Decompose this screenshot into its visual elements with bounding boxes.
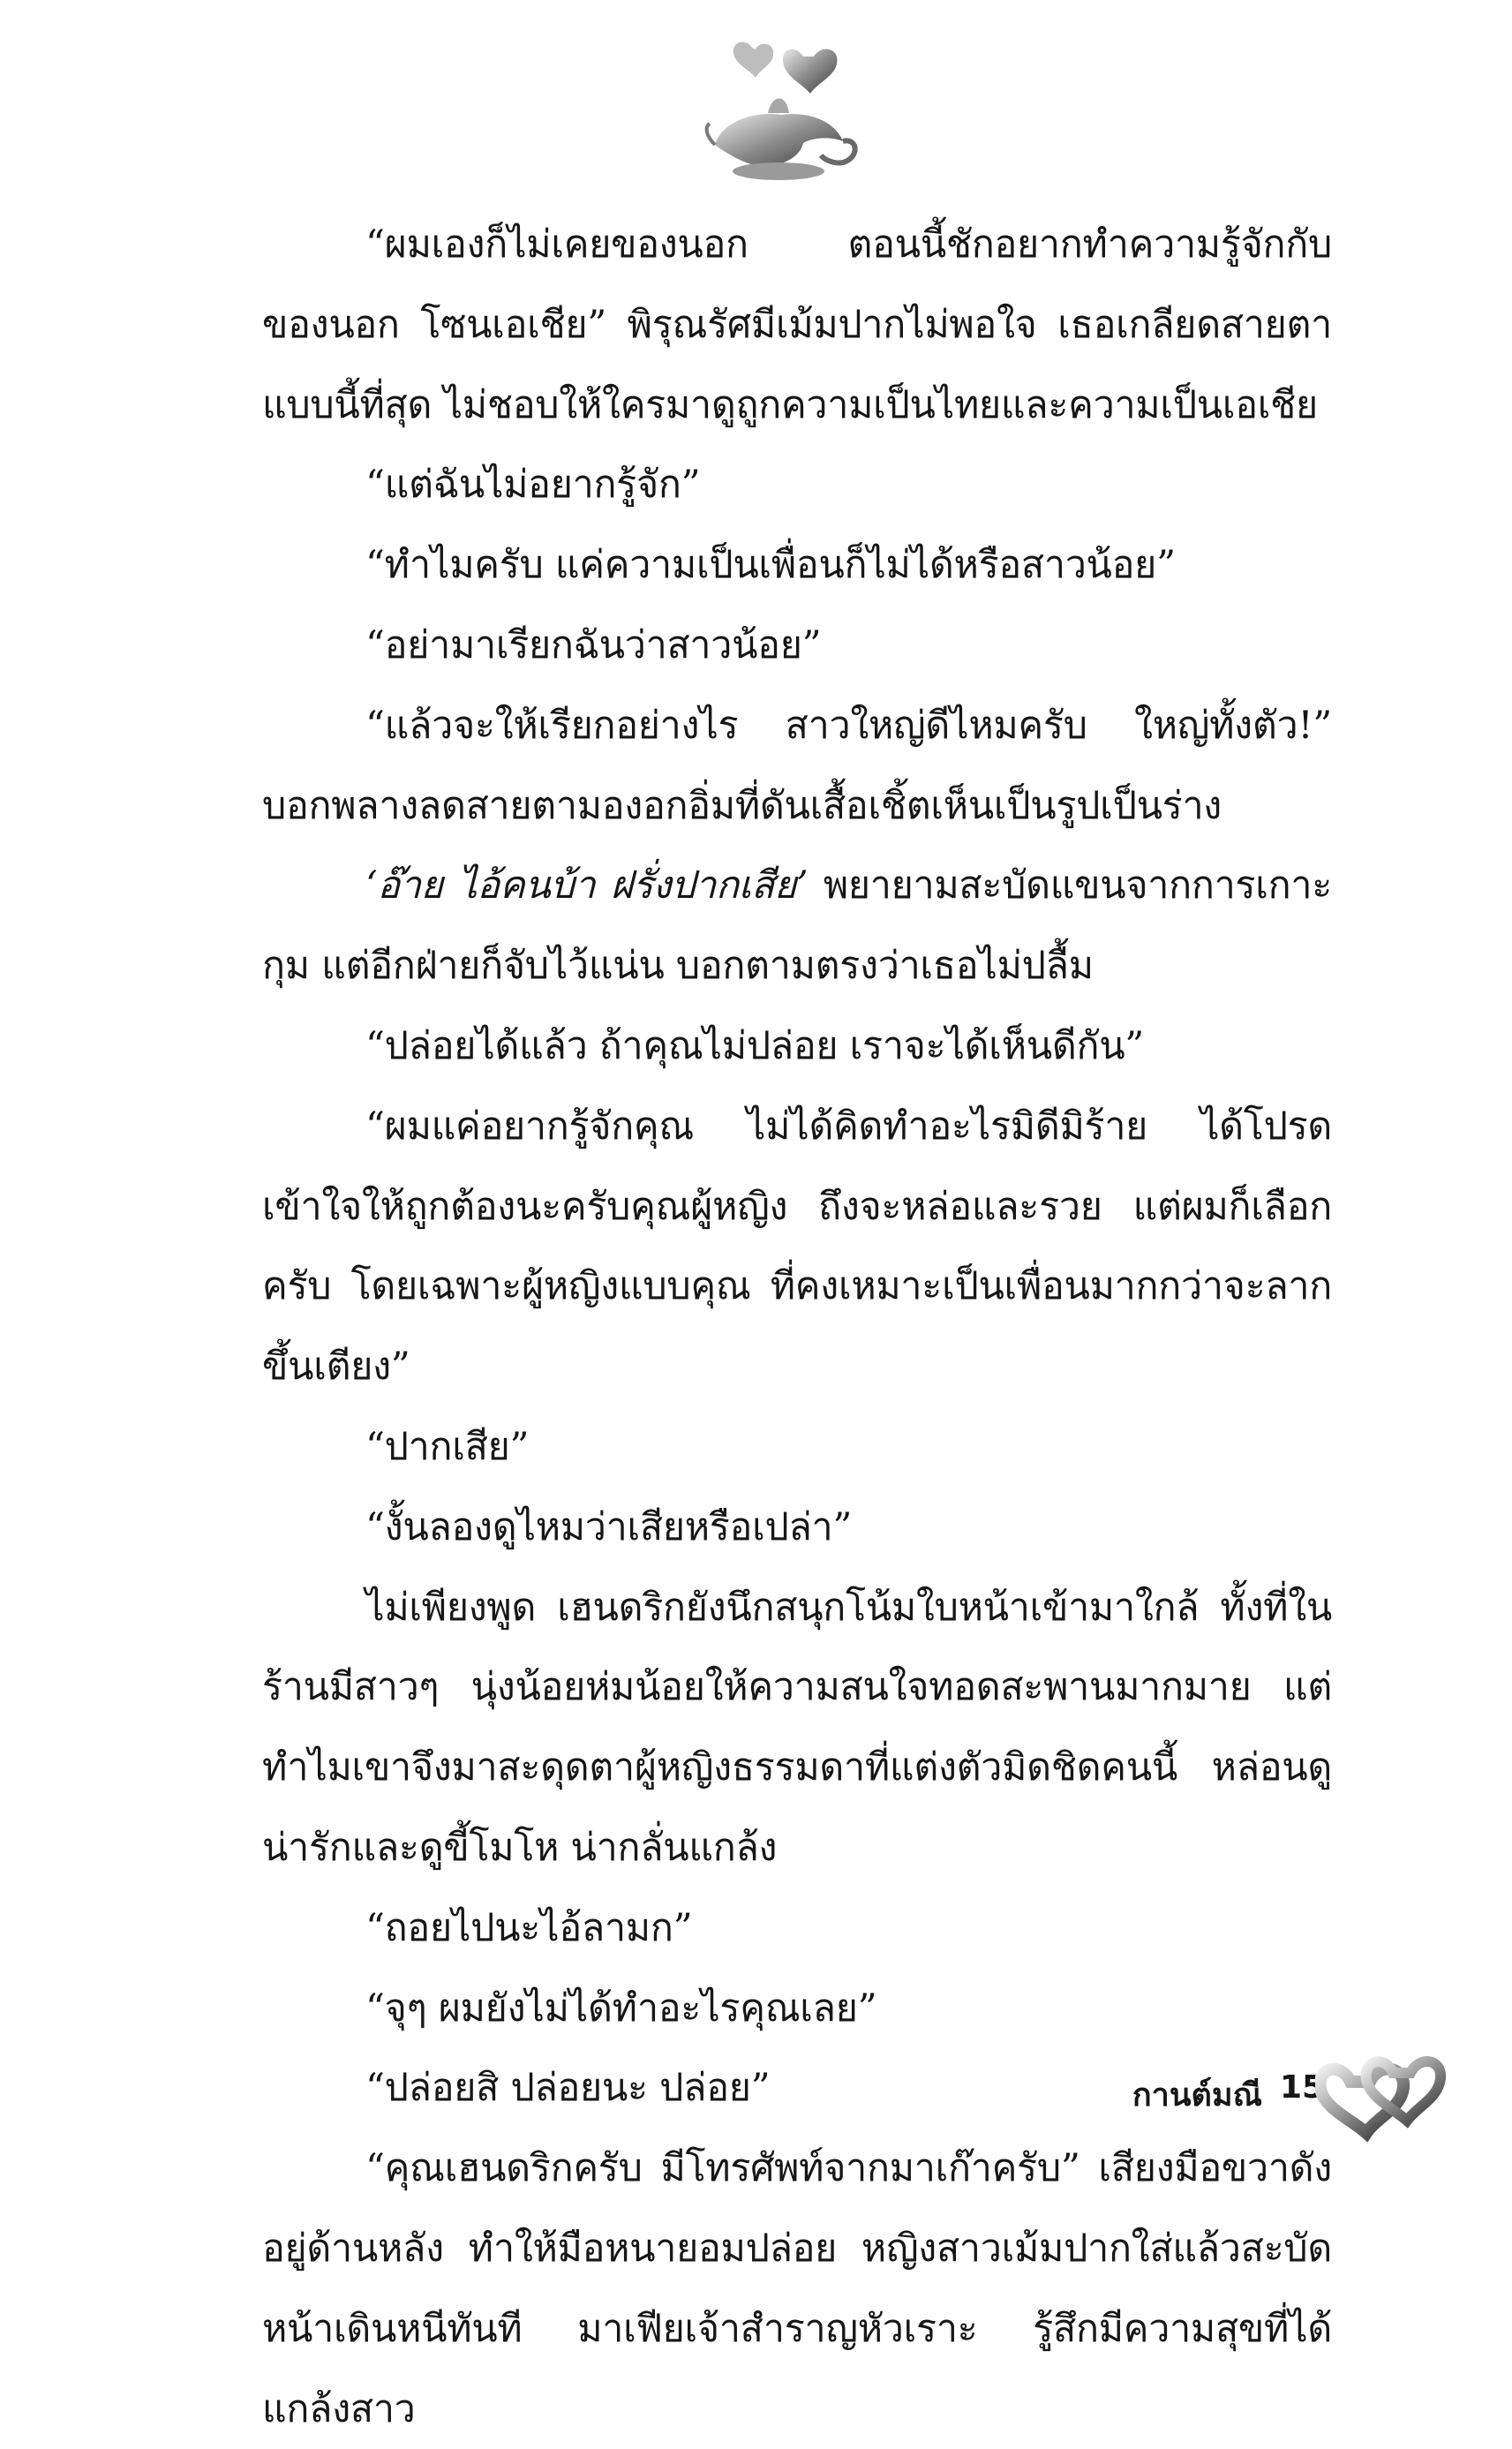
paragraph: “งั้นลองดูไหมว่าเสียหรือเปล่า”	[365, 1504, 853, 1549]
paragraph-text: พยายามสะบัดแขนจากการเกาะกุม แต่อีกฝ่ายก็จับไว้แน่น บอกตามตรงว่าเธอไม่ปลื้ม	[262, 863, 1332, 989]
paragraph: “ถอยไปนะไอ้ลามก”	[365, 1905, 693, 1950]
double-heart-icon	[1315, 2046, 1448, 2144]
paragraph: ไม่เพียงพูด เฮนดริกยังนึกสนุกโน้มใบหน้าเข้ามาใกล้ ทั้งที่ในร้านมีสาวๆ นุ่งน้อยห่มน้อยให้ความสนใจทอดสะพานมากมาย แต่ทำไมเขาจึงมาสะดุดตาผู้หญิงธรรมดาที่แต่งตัวมิดชิดคนนี้ หล่อนดูน่ารักและดูขี้โมโห น่ากลั่นแกล้ง	[262, 1585, 1332, 1870]
paragraph: “ปากเสีย”	[365, 1424, 530, 1469]
page-footer	[1132, 2046, 1465, 2152]
book-title: กานต์มณี	[1132, 2077, 1262, 2114]
paragraph: “อย่ามาเรียกฉันว่าสาวน้อย”	[365, 622, 822, 667]
paragraph: “แต่ฉันไม่อยากรู้จัก”	[365, 463, 701, 508]
paragraph: “คุณเฮนดริกครับ มีโทรศัพท์จากมาเก๊าครับ” เสียงมือขวาดังอยู่ด้านหลัง ทำให้มือหนายอมปล่อย หญิงสาวเม้มปากใส่แล้วสะบัดหน้าเดินหนีทันที มาเฟียเจ้าสำราญหัวเราะ รู้สึกมีความสุขที่ได้แกล้งสาว	[262, 2146, 1332, 2431]
page-number: 15	[1280, 2069, 1325, 2106]
paragraph: “ผมเองก็ไม่เคยของนอก ตอนนี้ชักอยากทำความรู้จักกับของนอก โซนเอเชีย” พิรุณรัศมีเม้มปากไม่พอใจ เธอเกลียดสายตาแบบนี้ที่สุด ไม่ชอบให้ใครมาดูถูกความเป็นไทยและความเป็นเอเชีย	[262, 222, 1332, 427]
paragraph: “จุๆ ผมยังไม่ได้ทำอะไรคุณเลย”	[365, 1986, 877, 2031]
teapot-hearts-icon	[697, 39, 865, 189]
paragraph: “ปล่อยสิ ปล่อยนะ ปล่อย”	[365, 2066, 771, 2111]
paragraph	[262, 846, 1332, 1006]
paragraph: “ผมแค่อยากรู้จักคุณ ไม่ได้คิดทำอะไรมิดีมิร้าย ได้โปรดเข้าใจให้ถูกต้องนะครับคุณผู้หญิง ถึงจะหล่อและรวย แต่ผมก็เลือกครับ โดยเฉพาะผู้หญิงแบบคุณ ที่คงเหมาะเป็นเพื่อนมากกว่าจะลากขึ้นเตียง”	[262, 1104, 1332, 1390]
inner-thought: ‘อ๊าย ไอ้คนบ้า ฝรั่งปากเสีย’	[365, 863, 809, 908]
paragraph: “ทำไมครับ แค่ความเป็นเพื่อนก็ไม่ได้หรือสาวน้อย”	[365, 543, 1176, 588]
paragraph: “ปล่อยได้แล้ว ถ้าคุณไม่ปล่อย เราจะได้เห็นดีกัน”	[365, 1023, 1144, 1068]
paragraph: “แล้วจะให้เรียกอย่างไร สาวใหญ่ดีไหมครับ ใหญ่ทั้งตัว!” บอกพลางลดสายตามองอกอิ่มที่ดันเสื้อเชิ้ตเห็นเป็นรูปเป็นร่าง	[262, 703, 1332, 828]
